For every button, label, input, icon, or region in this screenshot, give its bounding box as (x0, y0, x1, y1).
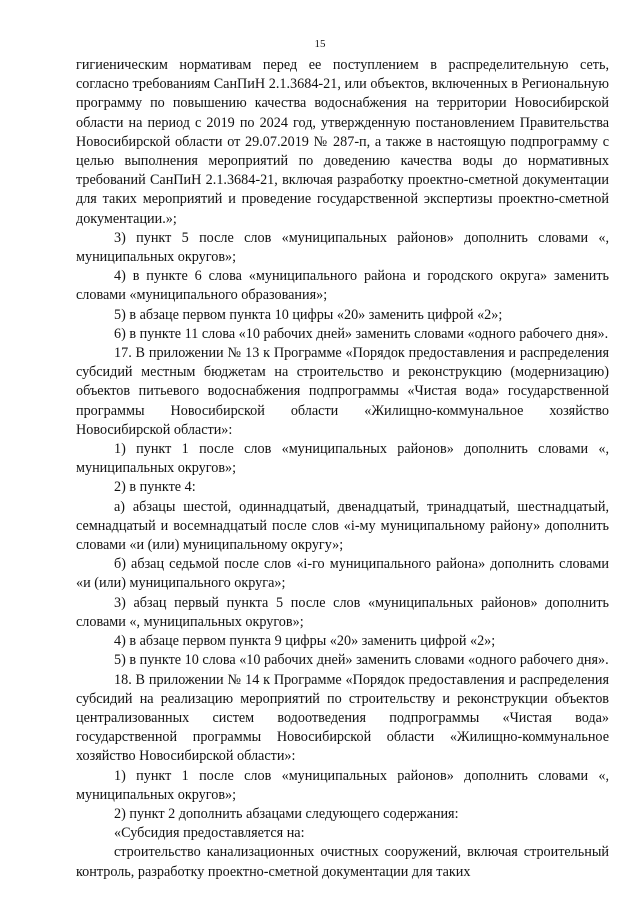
paragraph: 2) в пункте 4: (114, 479, 196, 496)
paragraph: 4) в пункте 6 слова «муниципального района и городского округа» заменить словами «муниципального образования»; (76, 268, 609, 304)
paragraph: 6) в пункте 11 слова «10 рабочих дней» заменить словами «одного рабочего дня». (114, 325, 609, 342)
paragraph: 2) пункт 2 дополнить абзацами следующего содержания: (114, 805, 459, 822)
paragraph: б) абзац седьмой после слов «i-го муниципального района» дополнить словами «и (или) муниципального округа»; (76, 556, 609, 592)
paragraph: 4) в абзаце первом пункта 9 цифры «20» заменить цифрой «2»; (114, 633, 496, 650)
section-18-heading: 18. В приложении № 14 к Программе «Порядок предоставления и распределения субсидий на реализацию мероприятий по строительству и реконструкции объектов централизованных систем водоотведения подпрограммы «Чистая вода» государственной программы Новосибирской области «Жилищно-коммунальное хозяйство Новосибирской области»: (76, 671, 609, 765)
paragraph: 1) пункт 1 после слов «муниципальных районов» дополнить словами «, муниципальных округов»; (76, 441, 609, 477)
paragraph: 3) абзац первый пункта 5 после слов «муниципальных районов» дополнить словами «, муниципальных округов»; (76, 594, 609, 630)
paragraph-continuation: гигиеническим нормативам перед ее поступлением в распределительную сеть, согласно требованиям СанПиН 2.1.3684-21, или объектов, включенных в Региональную программу по повышению качества водоснабжения на территории Новосибирской области на период с 2019 по 2024 год, утвержденную постановлением Правительства Новосибирской области от 29.07.2019 № 287-п, а также в настоящую подпрограмму с целью выполнения мероприятий по доведению качества воды до нормативных требований СанПиН 2.1.3684-21, включая разработку проектно-сметной документации для таких мероприятий и проведение государственной экспертизы проектно-сметной документации.»; (76, 57, 609, 227)
section-17-heading: 17. В приложении № 13 к Программе «Порядок предоставления и распределения субсидий местным бюджетам на строительство и реконструкцию (модернизацию) объектов питьевого водоснабжения подпрограммы «Чистая вода» государственной программы Новосибирской области «Жилищно-коммунальное хозяйство Новосибирской области»: (76, 345, 609, 438)
page-number: 15 (314, 38, 326, 50)
paragraph: а) абзацы шестой, одиннадцатый, двенадцатый, тринадцатый, шестнадцатый, семнадцатый и восемнадцатый после слов «i-му муниципальному району» дополнить словами «и (или) муниципальному округу»; (76, 498, 609, 554)
paragraph: «Субсидия предоставляется на: (114, 825, 305, 842)
paragraph: 5) в абзаце первом пункта 10 цифры «20» заменить цифрой «2»; (114, 306, 503, 323)
document-body (76, 56, 609, 882)
paragraph: 3) пункт 5 после слов «муниципальных районов» дополнить словами «, муниципальных округов»; (76, 229, 609, 266)
paragraph: 1) пункт 1 после слов «муниципальных районов» дополнить словами «, муниципальных округов»; (76, 767, 609, 803)
paragraph: 5) в пункте 10 слова «10 рабочих дней» заменить словами «одного рабочего дня». (114, 652, 609, 669)
paragraph: строительство канализационных очистных сооружений, включая строительный контроль, разработку проектно-сметной документации для таких (76, 844, 609, 880)
